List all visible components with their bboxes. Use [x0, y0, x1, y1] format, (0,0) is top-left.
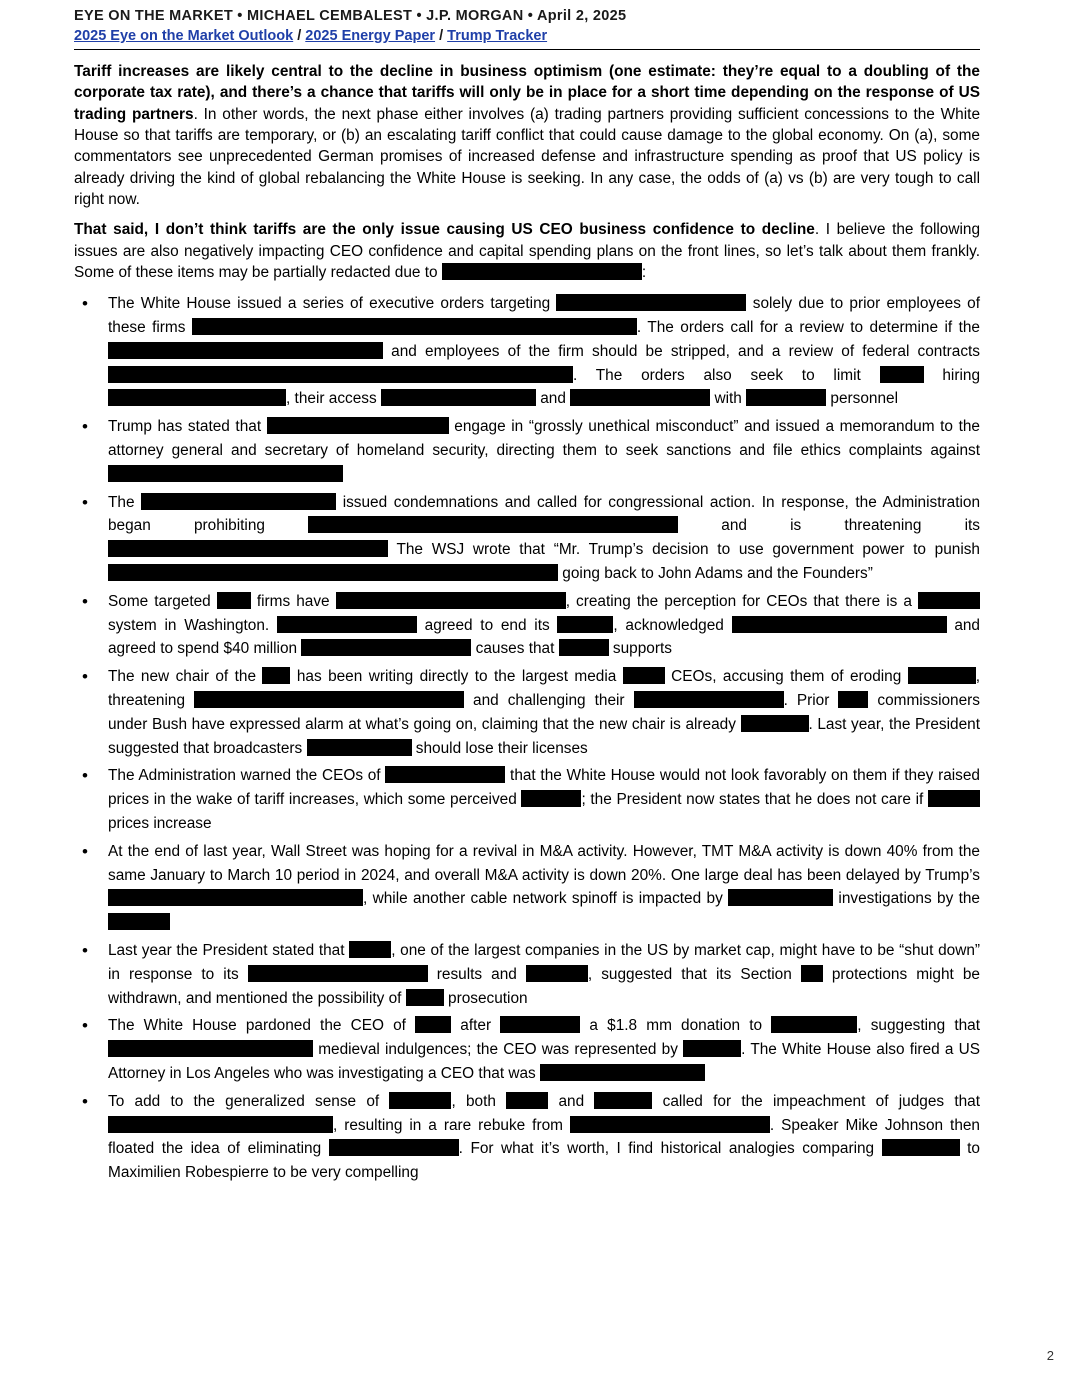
bullet-text: commissioners under Bush have expressed alarm at what’s going on, claiming that the new chair is already [108, 692, 980, 733]
bullet-text: The Administration warned the CEOs of [108, 767, 386, 785]
redaction-bar [301, 639, 471, 656]
bullet-text: and employees of the firm should be stripped, and a review of federal contracts [383, 342, 980, 360]
bullet-list [74, 292, 980, 1185]
redaction-bar [217, 592, 251, 609]
bullet-text: investigations by the [833, 890, 980, 908]
bullet-text: . The orders also seek to limit [573, 366, 880, 384]
bullet-text: , suggested that its Section [587, 965, 801, 983]
link-separator-1: / [293, 28, 306, 44]
redaction-bar [908, 667, 976, 684]
redaction-bar [442, 263, 642, 280]
paragraph-tariffs-lead: Tariff increases are likely central to the decline in business optimism (one estimate: they’re equal to a doubling of the corporate tax rate), and there’s a chance that tariffs will only be in place for a short time depending on the response of US trading partners [74, 63, 980, 123]
redaction-bar [415, 1016, 451, 1033]
redaction-bar [771, 1016, 857, 1033]
bullet-text: system in Washington. [108, 616, 277, 634]
redaction-bar [623, 667, 665, 684]
bullet-text: , one of the largest companies in the US by market cap, might have to be “shut down” in response to its [108, 942, 981, 983]
redaction-bar [557, 616, 613, 633]
redaction-bar [559, 639, 609, 656]
redaction-bar [389, 1092, 451, 1109]
paragraph-ceo-body: . I believe the following issues are also negatively impacting CEO confidence and capital spending plans on the front lines, so let’s talk about them frankly. Some of these items may be partially redacted due to [74, 221, 980, 281]
bullet-text: , while another cable network spinoff is impacted by [363, 890, 729, 908]
bullet-executive-orders [74, 292, 980, 411]
bullet-shut-down [74, 939, 980, 1010]
redaction-bar [262, 667, 290, 684]
redaction-bar [248, 965, 428, 982]
redaction-bar [267, 417, 449, 434]
bullet-text: , creating the perception for CEOs that there is a [565, 592, 918, 610]
bullet-text: and [548, 1092, 595, 1110]
redaction-bar [801, 965, 823, 982]
bullet-text: The WSJ wrote that “Mr. Trump’s decision to use government power to punish [388, 541, 980, 559]
bullet-text: Last year the President stated that [108, 942, 350, 959]
bullet-impeachment [74, 1090, 980, 1185]
bullet-targeted-firms [74, 590, 980, 661]
redaction-bar [683, 1040, 741, 1057]
redaction-bar [741, 715, 809, 732]
bullet-text: The White House pardoned the CEO of [108, 1017, 416, 1035]
paragraph-ceo-tail: : [641, 263, 647, 281]
bullet-text: engage in “grossly unethical misconduct” and issued a memorandum to the attorney general and secretary of homeland security, directing them to seek sanctions and file ethics complaints against [108, 418, 980, 460]
redaction-bar [882, 1139, 960, 1156]
bullet-text: causes that [471, 640, 559, 658]
bullet-text: . Speaker Mike Johnson then floated the idea of eliminating [108, 1116, 980, 1158]
redaction-bar [108, 1116, 333, 1133]
redaction-bar [108, 564, 558, 581]
redaction-bar [108, 366, 573, 383]
redaction-bar [108, 465, 343, 482]
bullet-text: going back to John Adams and the Founders” [558, 565, 873, 583]
bullet-pardon [74, 1014, 980, 1085]
header-links [74, 28, 980, 44]
bullet-text: protections might be withdrawn, and mentioned the possibility of [108, 965, 980, 1007]
redaction-bar [108, 1040, 313, 1057]
link-energy-paper[interactable]: 2025 Energy Paper [305, 28, 436, 44]
paragraph-tariffs [74, 61, 980, 210]
redaction-bar [556, 294, 746, 311]
redaction-bar [385, 766, 505, 783]
bullet-text: The White House issued a series of executive orders targeting [108, 295, 557, 313]
redaction-bar [307, 739, 412, 756]
bullet-text: and [535, 390, 571, 408]
bullet-text: that the White House would not look favorably on them if they raised prices in the wake of tariff increases, which some perceived [108, 767, 980, 809]
bullet-text: with [710, 390, 747, 408]
bullet-text: . The White House also fired a US Attorney in Los Angeles who was investigating a CEO that was [108, 1041, 980, 1082]
bullet-text: , resulting in a rare rebuke from [333, 1116, 570, 1134]
bullet-text: The new chair of the [108, 668, 263, 686]
bullet-misconduct-memorandum [74, 415, 980, 486]
bullet-text: should lose their licenses [411, 739, 588, 757]
redaction-bar [277, 616, 417, 633]
bullet-text: medieval indulgences; the CEO was represented by [313, 1041, 684, 1059]
bullet-text: issued condemnations and called for congressional action. In response, the Administration began prohibiting [108, 493, 981, 535]
redaction-bar [728, 889, 833, 906]
paragraph-tariffs-body: . In other words, the next phase either involves (a) trading partners providing sufficient concessions to the White House so that tariffs are temporary, or (b) an escalating tariff conflict that could cause damage to the global economy. On (a), some commentators see unprecedented German promises of increased defense and infrastructure spending as proof that US policy is already driving the kind of global rebalancing the White House is seeking. In any case, the odds of (a) vs (b) are very tough to call right now. [74, 105, 980, 208]
bullet-text: prosecution [443, 989, 528, 1007]
redaction-bar [349, 941, 391, 958]
bullet-text: after [451, 1017, 501, 1035]
bullet-text: hiring [923, 366, 981, 384]
bullet-text: Some targeted [108, 592, 217, 610]
bullet-text: . Last year, the President suggested that broadcasters [108, 715, 980, 757]
bullet-text: At the end of last year, Wall Street was hoping for a revival in M&A activity. However, TMT M&A activity is down 40% from the same January to March 10 period in 2024, and overall M&A activity is down 20%. One large deal has been delayed by Trump’s [108, 842, 980, 884]
bullet-price-warning [74, 764, 980, 835]
redaction-bar [570, 1116, 770, 1133]
bullet-text: , both [451, 1092, 507, 1110]
page-number: 2 [1046, 1348, 1054, 1363]
bullet-text: CEOs, accusing them of eroding [664, 668, 908, 686]
bullet-text: . Prior [783, 692, 839, 710]
redaction-bar [732, 616, 947, 633]
bullet-text: personnel [826, 390, 898, 408]
redaction-bar [500, 1016, 580, 1033]
bullet-text: firms have [250, 592, 336, 610]
link-outlook[interactable]: 2025 Eye on the Market Outlook [74, 28, 294, 44]
redaction-bar [308, 516, 678, 533]
redaction-bar [381, 389, 536, 406]
redaction-bar [521, 790, 581, 807]
bullet-text: to Maximilien Robespierre to be very compelling [108, 1140, 980, 1182]
bullet-text: , their access [286, 390, 381, 408]
bullet-condemnations [74, 491, 980, 586]
redaction-bar [506, 1092, 548, 1109]
bullet-text: agreed to end its [416, 616, 558, 634]
paragraph-ceo-confidence [74, 219, 980, 283]
bullet-text: solely due to prior employees of these firms [108, 295, 980, 337]
bullet-text: results and [427, 965, 526, 983]
bullet-text: To add to the generalized sense of [108, 1092, 390, 1110]
redaction-bar [918, 592, 980, 609]
document-content [74, 8, 980, 1189]
redaction-bar [192, 318, 637, 335]
redaction-bar [540, 1064, 705, 1081]
redaction-bar [570, 389, 710, 406]
redaction-bar [108, 889, 363, 906]
redaction-bar [108, 389, 286, 406]
bullet-text: has been writing directly to the largest media [290, 668, 623, 686]
bullet-text: called for the impeachment of judges that [652, 1092, 980, 1110]
bullet-text: and is threatening its [678, 517, 980, 535]
header-divider [74, 49, 980, 50]
bullet-text: , acknowledged [613, 616, 732, 634]
redaction-bar [526, 965, 588, 982]
bullet-text: a $1.8 mm donation to [580, 1017, 772, 1035]
bullet-ma-activity [74, 840, 980, 935]
redaction-bar [746, 389, 826, 406]
redaction-bar [406, 989, 444, 1006]
bullet-text: ; the President now states that he does not care if [581, 791, 929, 809]
bullet-text: , threatening [108, 668, 980, 710]
bullet-text: Trump has stated that [108, 418, 267, 436]
redaction-bar [194, 691, 464, 708]
bullet-text: , suggesting that [857, 1017, 980, 1035]
bullet-text: The [108, 493, 142, 511]
redaction-bar [108, 342, 383, 359]
bullet-text: and challenging their [464, 692, 634, 710]
masthead: EYE ON THE MARKET • MICHAEL CEMBALEST • J.P. MORGAN • April 2, 2025 [74, 8, 627, 24]
bullet-text: . For what it’s worth, I find historical analogies comparing [458, 1140, 882, 1158]
bullet-text: . The orders call for a review to determine if the [636, 319, 980, 337]
bullet-text: supports [608, 640, 672, 658]
link-trump-tracker[interactable]: Trump Tracker [447, 28, 548, 44]
redaction-bar [838, 691, 868, 708]
redaction-bar [336, 592, 566, 609]
paragraph-ceo-lead: That said, I don’t think tariffs are the only issue causing US CEO business confidence to decline [74, 221, 815, 239]
redaction-bar [108, 913, 170, 930]
redaction-bar [329, 1139, 459, 1156]
bullet-new-chair [74, 665, 980, 760]
redaction-bar [880, 366, 924, 383]
redaction-bar [141, 493, 336, 510]
redaction-bar [634, 691, 784, 708]
link-separator-2: / [435, 28, 448, 44]
redaction-bar [594, 1092, 652, 1109]
bullet-text: and agreed to spend $40 million [108, 616, 980, 658]
redaction-bar [928, 790, 980, 807]
bullet-text: prices increase [108, 815, 212, 833]
redaction-bar [108, 540, 388, 557]
